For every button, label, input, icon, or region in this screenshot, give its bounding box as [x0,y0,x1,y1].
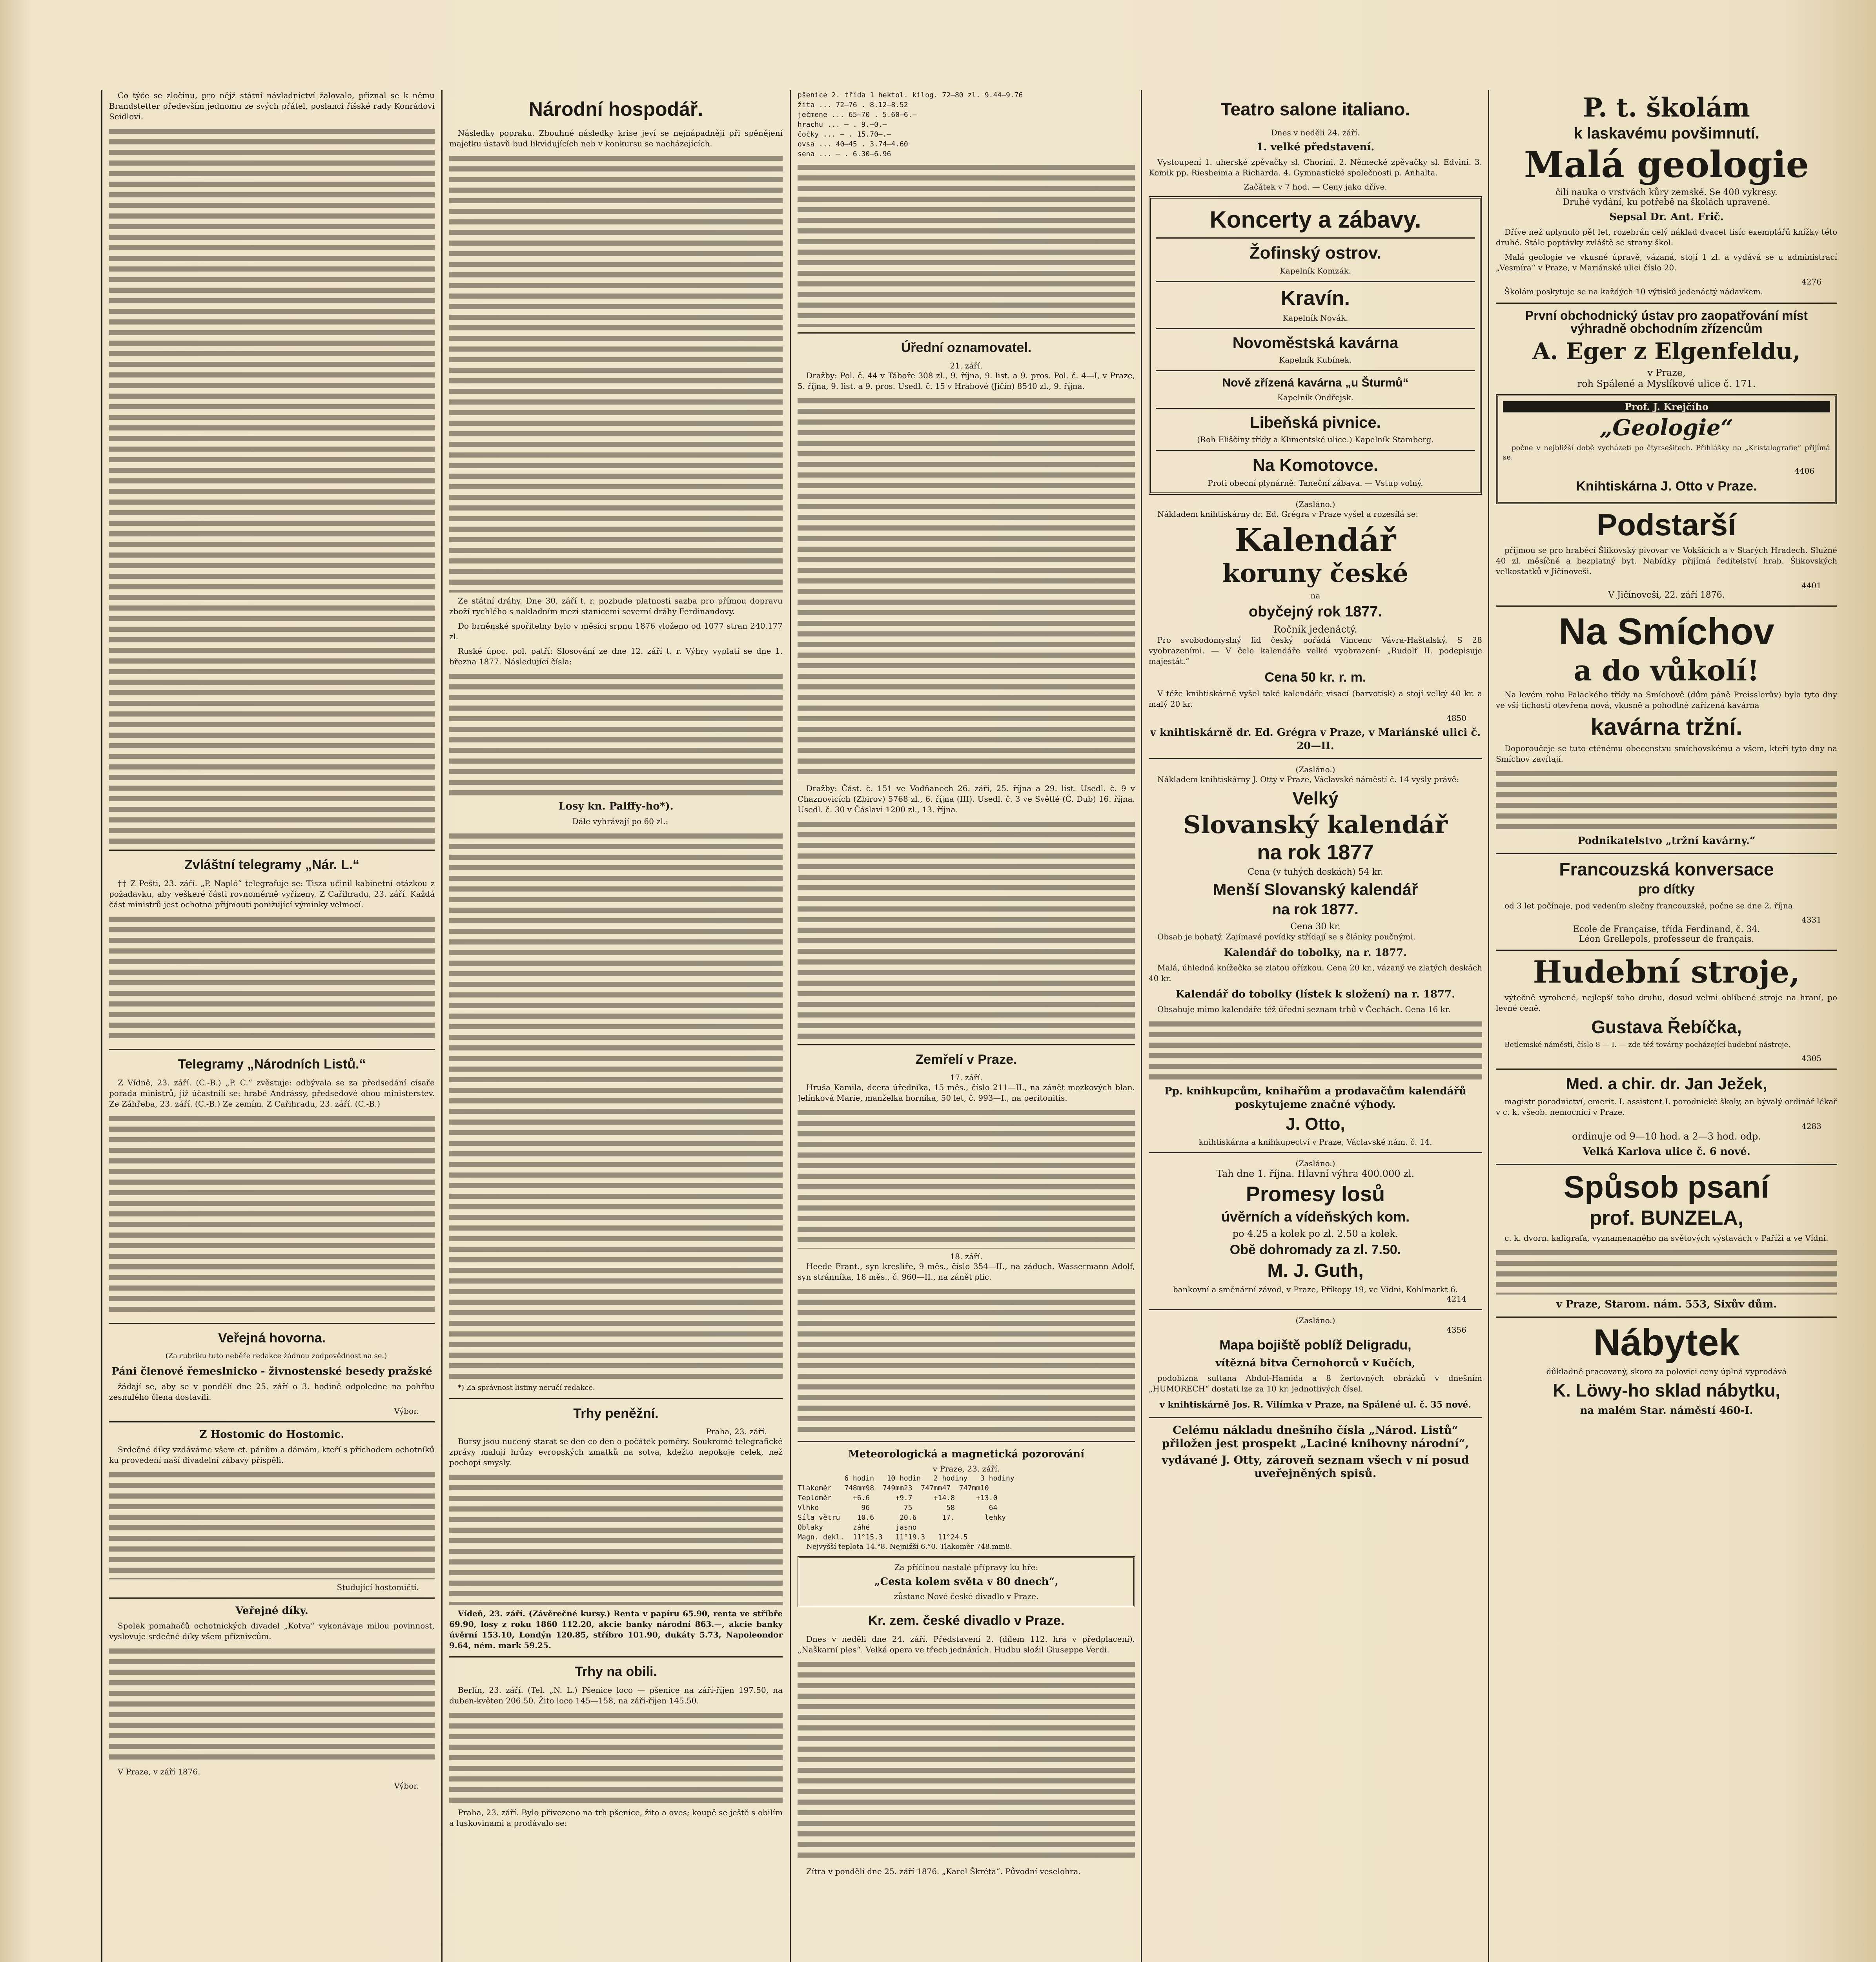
dateline: 17. září. [950,1073,983,1082]
ad-title: První obchodnický ústav pro zaopatřování míst výhradně obchodním zřízencům [1525,308,1808,336]
divider [1149,1309,1482,1310]
ad-body-lines [1496,1247,1837,1295]
ad-address: v Praze, [1647,367,1686,378]
divider [1496,303,1837,304]
ad-number: 4850 [1446,713,1466,723]
ad-number: 4406 [1794,466,1814,476]
divider [1156,328,1475,329]
ad-title: Mapa bojiště poblíž Deligradu, [1219,1338,1412,1353]
ad-subtitle: pro dítky [1638,882,1695,897]
ad-text: Na levém rohu Palackého třídy na Smíchově (dům páně Preisslerův) byla tyto dny ve vší tichosti otevřena nová, vkusně a pohodlně zařízená kavárna [1496,689,1837,710]
ad-text: důkladně pracovaný, skoro za polovici ceny úplná vyprodává [1546,1367,1787,1377]
grain-price-row: sena ... — . 6.30—6.96 [798,150,891,158]
dateline: 18. září. [950,1252,983,1261]
ad-title: Kalendář [1235,521,1396,559]
telegram-text: Z Vídně, 23. září. (C.-B.) „P. C.“ zvěstuje: odbývala se za předsedání císaře porada ministrů, již účastnili se: hrabě Andrássy, předsedové obou ministerstev. Ze Záhřeba, 23. září. (C.-B.) Ze zemím. Z Cařihradu, 23. září. (C.-B.) [109,1078,435,1109]
divider [109,1421,435,1422]
telegram-text: †† Z Pešti, 23. září. „P. Napló“ telegrafuje se: Tisza učinil kabinetní otázkou z požadavku, aby veškeré části rovnoměrně vyřízeny. Z Cařihradu, 23. září. Každá část ministrů jest ochotna přijmouti ponižující výminky velmocí. [109,879,435,909]
ad-text: Obsah je bohatý. Zajímavé povídky střídají se s články poučnými. [1157,932,1415,942]
ad-title: „Geologie“ [1600,414,1733,441]
venue-sub: (Roh Eliščiny třídy a Klimentské ulice.) Kapelník Stamberg. [1197,435,1434,445]
divider [109,1323,435,1324]
ad-address: v knihtiskárně dr. Ed. Grégra v Praze, v Mariánské ulici č. 20—II. [1150,727,1481,752]
ad-title: Med. a chir. dr. Jan Ježek, [1566,1074,1767,1093]
ad-subtitle: na rok 1877 [1257,840,1374,864]
section-title: Telegramy „Národních Listů.“ [178,1057,366,1072]
ad-subtitle: úvěrních a vídeňských kom. [1221,1209,1410,1225]
theatre-notice-box [798,1556,1135,1607]
ad-title: Podstarší [1597,507,1736,542]
ad-title: Na Smíchov [1559,611,1774,653]
rubric-note: (Za rubriku tuto neběře redakce žádnou zodpovědnost na se.) [165,1352,387,1360]
ad-text: počne v nejbližší době vycházeti po čtyrsešitech. Přihlášky na „Kristalografie“ přijímá se. [1503,443,1830,461]
grain-price-row: žita ... 72—76 . 8.12—8.52 [798,101,908,109]
article-text: Zítra v pondělí dne 25. září 1876. „Karel Škréta“. Původní veselohra. [806,1867,1081,1876]
notice-title: „Cesta kolem světa v 80 dnech“, [874,1576,1058,1588]
divider [109,1049,435,1050]
meteo-row: Tlakoměr 748mm98 749mm23 747mm47 747mm10 [798,1484,989,1492]
ad-text: výtečně vyrobené, nejlepší toho druhu, dosud velmi oblíbené stroje na hraní, po levné ceně. [1496,992,1837,1013]
ad-text: magistr porodnictví, emerit. I. assistent I. porodnické školy, an bývalý ordinář lékař v c. k. všeob. nemocnici v Praze. [1496,1097,1837,1117]
article-text: Berlín, 23. září. (Tel. „N. L.) Pšenice loco — pšenice na září-říjen 197.50, na duben-květen 206.50. Žito loco 145—158, na září-říjen 145.50. [449,1685,783,1705]
ad-subtitle: Pp. knihkupcům, knihařům a prodavačům kalendářů poskytujeme značné výhody. [1164,1085,1466,1111]
venue-title: Kravín. [1280,287,1350,310]
divider [1149,758,1482,759]
ad-subtitle: na rok 1877. [1272,901,1359,918]
ad-text: Vystoupení 1. uherské zpěvačky sl. Chorini. 2. Německé zpěvačky sl. Edvini. 3. Komik pp. Riesheima a Richarda. 4. Gymnastické společnosti p. Anhalta. [1149,157,1482,177]
divider [1149,1417,1482,1418]
divider [798,1441,1135,1442]
dateline: v Praze, 23. září. [933,1464,1000,1473]
section-title: Zemřelí v Praze. [915,1052,1017,1067]
ad-signature: V Jičínoveši, 22. září 1876. [1608,590,1725,600]
lottery-numbers [449,671,783,797]
ad-number: 4356 [1446,1325,1466,1335]
article-text: Do brněnské spořitelny bylo v měsíci srpnu 1876 vloženo od 1077 stran 240.177 zl. [449,621,783,641]
zaslano-label: (Zasláno.) [1295,1316,1335,1326]
column-rule [441,90,443,1962]
ad-subtitle: prof. BUNZELA, [1589,1207,1744,1229]
ad-subtitle: vydávané J. Otty, zároveň seznam všech v ní posud uveřejněných spisů. [1162,1453,1469,1480]
divider [1496,853,1837,854]
article-text: Praha, 23. září. Bylo přivezeno na trh pšenice, žito a oves; koupě se ještě s obilím a luskovinami a prodávalo se: [449,1808,783,1828]
ad-text: Malá, úhledná knížečka se zlatou ořízkou. Cena 20 kr., vázaný ve zlatých deskách 40 kr. [1149,963,1482,983]
ad-address: v Praze, Starom. nám. 553, Sixův dům. [1556,1298,1777,1310]
market-rates: Vídeň, 23. září. (Závěrečné kursy.) Renta v papíru 65.90, renta ve stříbře 69.90, losy z roku 1860 112.20, akcie banky národní 863.—, akcie banky úvěrní 153.10, Londýn 120.85, stříbro 101.90, dukáty 5.73, Napoleondor 9.64, ném. mark 59.25. [449,1609,783,1650]
notice-pre: Za příčinou nastalé přípravy ku hře: [894,1563,1038,1572]
notice-body-lines [109,1646,435,1763]
article-text: Bursy jsou nucený starat se den co den o počátek poměry. Soukromé telegrafické zprávy malují hrůzy evropských zmatků na sotva, kdežto nepokoje celek, než pochopí smysly. [449,1437,783,1467]
ad-number: 4331 [1801,915,1821,924]
grain-price-row: pšenice 2. třída 1 hektol. kilog. 72—80 zl. 9.44—9.76 [798,91,1023,99]
ad-title: Celému nákladu dnešního čísla „Národ. Listů“ přiložen jest prospekt „Laciné knihovny národní“, [1162,1423,1469,1450]
divider [1496,1069,1837,1070]
venue-sub: Kapelník Kubínek. [1279,355,1352,365]
announcement-lines [798,396,1135,780]
article-text: Co týče se zločinu, pro nějž státní návladnictví žalovalo, přiznal se k němu Brandstetter především jednomu ze svých přátel, poslanci říšské rady Konrádovi Seidlovi. [109,91,435,121]
market-body-lines [798,162,1135,327]
ad-price: Cena 30 kr. [1290,922,1341,932]
ad-title: Gustava Řebíčka, [1591,1016,1742,1037]
ad-text: Začátek v 7 hod. — Ceny jako dříve. [1244,182,1387,191]
telegram-body-lines [109,914,435,1043]
ad-text: Betlemské náměstí, číslo 8 — I. — zde též továrny pocházející hudební nástroje. [1504,1040,1790,1049]
ad-address: na malém Star. náměstí 460-I. [1580,1404,1753,1417]
venue-title: Žofinský ostrov. [1249,243,1382,263]
ad-text: na [1310,591,1320,600]
notice-body-lines [109,1470,435,1579]
divider [798,1044,1135,1045]
article-text: Dražby: Pol. č. 44 v Táboře 308 zl., 9. října, 9. list. a 9. pros. Pol. č. 4—I, v Praze, 5. října, 9. list. a 9. pros. Usedl. č. 15 v Hrabové (Jičín) 8540 zl., 9. října. [798,371,1135,391]
zaslano-label: (Zasláno.) [1295,765,1335,775]
ad-text: Nákladem knihtiskárny J. Otty v Praze, Václavské náměstí č. 14 vyšly právě: [1157,775,1459,784]
article-body-lines [449,1710,783,1804]
section-title: Veřejná hovorna. [218,1331,326,1346]
ad-text: V téže knihtiskárně vyšel také kalendáře visací (barvotisk) a stojí velký 40 kr. a malý 20 kr. [1149,689,1482,709]
article-text: Hruša Kamila, dcera úředníka, 15 měs., číslo 211—II., na zánět mozkových blan. Jelínková Marie, manželka horníka, 50 let, č. 993—I., na peritonitis. [798,1083,1135,1103]
ad-subtitle: vítězná bitva Černohorců v Kučích, [1215,1357,1415,1369]
article-text: Dále vyhrávají po 60 zl.: [572,817,668,826]
notice-post: zůstane Nové české divadlo v Praze. [894,1592,1039,1601]
article-body-lines [449,1472,783,1605]
ad-title: K. Löwy-ho sklad nábytku, [1552,1380,1781,1401]
ad-number: 4305 [1801,1053,1821,1063]
ad-text: Nákladem knihtiskárny dr. Ed. Grégra v Praze vyšel a rozesílá se: [1157,509,1419,519]
column-rule [790,90,791,1962]
meteo-row: Oblaky záhé jasno [798,1523,917,1532]
ad-text: od 3 let počínaje, pod vedením slečny francouzské, počne se dne 2. října. [1504,901,1796,910]
venue-sub: Kapelník Ondřejsk. [1277,393,1354,403]
ad-address: roh Spálené a Myslíkové ulice č. 171. [1577,378,1756,389]
ad-address: bankovní a směnární závod, v Praze, Příkopy 19, ve Vídni, Kohlmarkt 6. [1173,1285,1458,1295]
ad-title: Francouzská konversace [1559,859,1774,879]
ad-subtitle: Kalendář do tobolky, na r. 1877. [1224,947,1407,959]
notice-text: Srdečné díky vzdáváme všem ct. pánům a dámám, kteří s příchodem ochotníků ku provedení naší divadelní zábavy přispěli. [109,1445,435,1465]
grain-price-row: ječmene ... 65—70 . 5.60—6.— [798,111,917,119]
divider [449,1398,783,1399]
ad-number: 4283 [1801,1121,1821,1131]
grain-price-table [798,90,1135,159]
cast-list [798,1659,1135,1863]
ad-subtitle: a do vůkolí! [1574,654,1759,687]
notice-title: Z Hostomic do Hostomic. [199,1429,344,1441]
article-body-lines [109,126,435,844]
ad-title: Teatro salone italiano. [1220,99,1410,119]
meteo-row: Síla větru 10.6 20.6 17. lehky [798,1513,1006,1522]
grain-price-row: čočky ... — . 15.70—.— [798,130,891,139]
venue-title: Nově zřízená kavárna „u Šturmů“ [1222,376,1409,389]
ad-publisher: Knihtiskárna J. Otto v Praze. [1576,478,1757,494]
article-text: Dnes v neděli dne 24. září. Představení 2. (dílem 112. hra v předplacení). „Naškarní ples“. Velká opera ve třech jednáních. Hudbu složil Giuseppe Verdi. [798,1634,1135,1654]
ad-price: Cena (v tuhých deskách) 54 kr. [1248,867,1383,877]
signature: Výbor. [394,1781,419,1791]
ad-text: čili nauka o vrstvách kůry zemské. Se 400 vykresy. [1555,187,1778,197]
divider [1156,408,1475,409]
meteo-table [798,1483,1135,1542]
meteo-row: Vlhko 96 75 58 64 [798,1504,998,1512]
zaslano-label: (Zasláno.) [1295,500,1335,509]
ad-title: koruny české [1222,559,1409,589]
dateline: Praha, 23. září. [706,1427,767,1436]
article-text: Heede Frant., syn kreslíře, 9 měs., číslo 354—II., na záduch. Wassermann Adolf, syn stránníka, 18 měs., č. 960—II., na zánět plic. [798,1262,1135,1282]
ad-hours: ordinuje od 9—10 hod. a 2—3 hod. odp. [1572,1131,1761,1142]
ad-title: Slovanský kalendář [1183,810,1448,839]
ad-address: v knihtiskárně Jos. R. Vilímka v Praze, na Spálené ul. č. 35 nové. [1159,1399,1472,1410]
ad-title: kavárna tržní. [1590,713,1743,740]
ad-title: Hudební stroje, [1533,954,1800,990]
section-title: Úřední oznamovatel. [901,340,1032,355]
ad-title: P. t. školám [1583,92,1750,123]
ad-price: po 4.25 a kolek po zl. 2.50 a kolek. [1232,1228,1399,1239]
article-body-lines [449,153,783,593]
ad-pre: Prof. J. Krejčího [1503,401,1830,412]
geologie-box [1496,394,1837,504]
lottery-numbers [449,831,783,1380]
ad-text: Školám poskytuje se na každých 10 výtisků jedenáctý nádavkem. [1504,286,1763,296]
column-3 [798,90,1135,1962]
divider [798,332,1135,334]
venue-title: Na Komotovce. [1252,456,1379,475]
ad-number: 4276 [1801,277,1821,286]
divider [1496,950,1837,951]
meteo-row: Magn. dekl. 11°15.3 11°19.3 11°24.5 [798,1533,968,1541]
section-title: Národní hospodář. [528,98,703,120]
column-5 [1496,90,1837,1962]
ad-body-lines [1149,1019,1482,1081]
ad-body-lines [1496,768,1837,831]
zaslano-label: (Zasláno.) [1295,1159,1335,1169]
ad-signature: Podnikatelstvo „tržní kavárny.“ [1577,835,1756,847]
divider [1156,370,1475,371]
signature: Studující hostomičtí. [337,1583,419,1592]
death-notices [798,1107,1135,1249]
subsection-title: Trhy na obili. [575,1664,657,1679]
ad-address: Ecole de Française, třída Ferdinand, č. 34. [1573,924,1760,934]
column-4 [1149,90,1482,1962]
ad-subtitle: Kalendář do tobolky (lístek k složení) na r. 1877. [1175,988,1455,1001]
ad-author: Sepsal Dr. Ant. Frič. [1609,211,1724,223]
signature: Výbor. [394,1406,419,1416]
ad-title: Spůsob psaní [1563,1169,1770,1204]
column-rule [101,90,102,1962]
divider [1496,1317,1837,1318]
divider [1496,1164,1837,1165]
section-title: Kr. zem. české divadlo v Praze. [868,1613,1065,1628]
column-2 [449,90,783,1962]
grain-price-row: ovsa ... 40—45 . 3.74—4.60 [798,140,908,148]
venue-title: Novoměstská kavárna [1232,334,1399,352]
ad-subtitle: 1. velké představení. [1256,141,1375,153]
ad-title: Menší Slovanský kalendář [1213,880,1418,899]
ad-text: Doporoučeje se tuto ctěnému obecenstvu smíchovskému a všem, kteří tyto dny na Smíchov zavítají. [1496,743,1837,764]
venue-sub: Kapelník Novák. [1282,313,1348,323]
column-rule [1141,90,1142,1962]
ad-text: Malá geologie ve vkusné úpravě, vázaná, stojí 1 zl. a vydává se u administrací „Vesmíra“ v Praze, v Mariánské ulici číslo 20. [1496,252,1837,272]
ad-address: Velká Karlova ulice č. 6 nové. [1583,1146,1750,1158]
article-lead: Následky popraku. Zbouhné následky krise jeví se nejnápadněji při spěnějení majetku ústavů bud likvidujících neb v konkursu se nacházejících. [449,128,783,148]
ad-signature: Léon Grellepols, professeur de français. [1579,934,1754,944]
ad-text: podobizna sultana Abdul-Hamida a 8 žertovných obrázků v dnešním „HUMORECH“ dostati lze za 10 kr. jednotlivých čísel. [1149,1373,1482,1393]
ad-price: Cena 50 kr. r. m. [1264,669,1366,685]
divider [1149,1152,1482,1153]
notice-title: Páni členové řemeslnicko - živnostenské besedy pražské [111,1366,432,1377]
venue-sub: Kapelník Komzák. [1279,266,1351,276]
ad-subtitle: obyčejný rok 1877. [1248,603,1382,620]
ad-text: Dříve než uplynulo pět let, rozebrán celý náklad dvacet tisíc exemplářů knížky této druhé. Stále poptávky zvláště se strany škol. [1496,227,1837,247]
ad-title: Koncerty a zábavy. [1209,206,1421,233]
notice-date: V Praze, v září 1876. [118,1767,200,1776]
ad-title: Malá geologie [1524,143,1809,186]
footnote: *) Za správnost listiny neručí redakce. [458,1384,595,1392]
divider [1496,605,1837,607]
subsection-title: Meteorologická a magnetická pozorování [848,1448,1085,1460]
telegram-body-lines [109,1113,435,1317]
divider [109,1597,435,1599]
ad-text: Ročník jedenáctý. [1273,624,1357,635]
column-1 [109,90,435,1962]
notice-text: Spolek pomahačů ochotnických divadel „Kotva“ vykonávaje milou povinnost, vyslovuje srdečné díky všem příznivcům. [109,1621,435,1641]
ad-title: Promesy losů [1246,1182,1385,1206]
ad-text: přijmou se pro hraběcí Šlikovský pivovar ve Vokšicích a v Starých Hradech. Služné 40 zl. měsíčně a bezplatný byt. Nabídky přijímá ředitelství hrab. Šlikovských velkostatků v Jičínoveši. [1496,545,1837,576]
meteo-header: 6 hodin 10 hodin 2 hodiny 3 hodiny [798,1474,1014,1482]
divider [1156,450,1475,451]
ad-text: Druhé vydání, ku potřebě na školách upravené. [1563,197,1770,207]
meteo-notes: Nejvyšší teplota 14.°8. Nejnižší 6.°0. Tlakoměr 748.mm8. [806,1543,1012,1551]
concerts-box [1149,196,1482,495]
ad-text: Tah dne 1. října. Hlavní výhra 400.000 zl. [1216,1168,1415,1180]
ad-number: 4401 [1801,581,1821,591]
divider [449,1656,783,1657]
divider [1156,281,1475,282]
ad-text: Pro svobodomyslný lid český pořádá Vincenc Vávra-Haštalský. S 28 vyobrazeními. — V čele kalendáře velké vyobrazení: „Rudolf II. podepisuje majestát.“ [1149,635,1482,666]
article-text: Ze státní dráhy. Dne 30. září t. r. pozbude platnosti sazba pro přímou dopravu zboží rychlého s nakladním mezi stanicemi severní dráhy Ferdinandovy. [449,596,783,616]
subsection-title: Losy kn. Palffy-ho*). [558,800,674,812]
ad-title: Nábytek [1593,1321,1740,1364]
meteo-row: Teploměr +6.6 +9.7 +14.8 +13.0 [798,1494,998,1502]
notice-text: žádají se, aby se v pondělí dne 25. září o 3. hodině odpoledne na pohřbu zesnulého člena dostavili. [109,1382,435,1402]
ad-number: 4214 [1446,1294,1466,1304]
death-notices [798,1286,1135,1435]
ad-title: A. Eger z Elgenfeldu, [1532,338,1801,365]
venue-sub: Proti obecní plynárně: Taneční zábava. — Vstup volný. [1208,478,1423,488]
grain-price-row: hrachu ... — . 9.—0.— [798,120,887,129]
article-text: Dražby: Část. č. 151 ve Vodňanech 26. září, 25. října a 29. list. Usedl. č. 9 v Chaznovicích (Zbirov) 5768 zl., 6. října (III). Usedl. č. 3 ve Světlé (Č. Dub) 16. října. Usedl. č. 30 v Čáslavi 1200 zl., 13. října. [798,784,1135,814]
ad-title: Velký [1292,788,1339,809]
divider [109,850,435,851]
section-title: Zvláštní telegramy „Nár. L.“ [184,857,359,872]
ad-date: Dnes v neděli 24. září. [1271,128,1360,137]
announcement-lines [798,819,1135,1039]
ad-text: Obsahuje mimo kalendáře též úřední seznam trhů v Čechách. Cena 16 kr. [1157,1005,1451,1014]
dateline: 21. září. [950,361,983,370]
notice-title: Veřejné díky. [235,1605,308,1617]
venue-title: Libeňská pivnice. [1250,414,1381,432]
column-rule [1488,90,1489,1962]
ad-address: knihtiskárna a knihkupectví v Praze, Václavské nám. č. 14. [1198,1137,1432,1147]
ad-title: J. Otto, [1286,1114,1345,1134]
divider [1156,237,1475,239]
ad-price: Obě dohromady za zl. 7.50. [1229,1242,1401,1257]
ad-text: c. k. dvorn. kaligrafa, vyznamenaného na světových výstavách v Paříži a ve Vídni. [1504,1233,1829,1243]
ad-title: M. J. Guth, [1267,1260,1364,1281]
article-text: Ruské úpoc. pol. patří: Slosování ze dne 12. září t. r. Výhry vyplatí se dne 1. března 1877. Následující čísla: [449,646,783,666]
ad-subtitle: k laskavému povšimnutí. [1574,125,1759,142]
subsection-title: Trhy peněžní. [573,1406,659,1421]
